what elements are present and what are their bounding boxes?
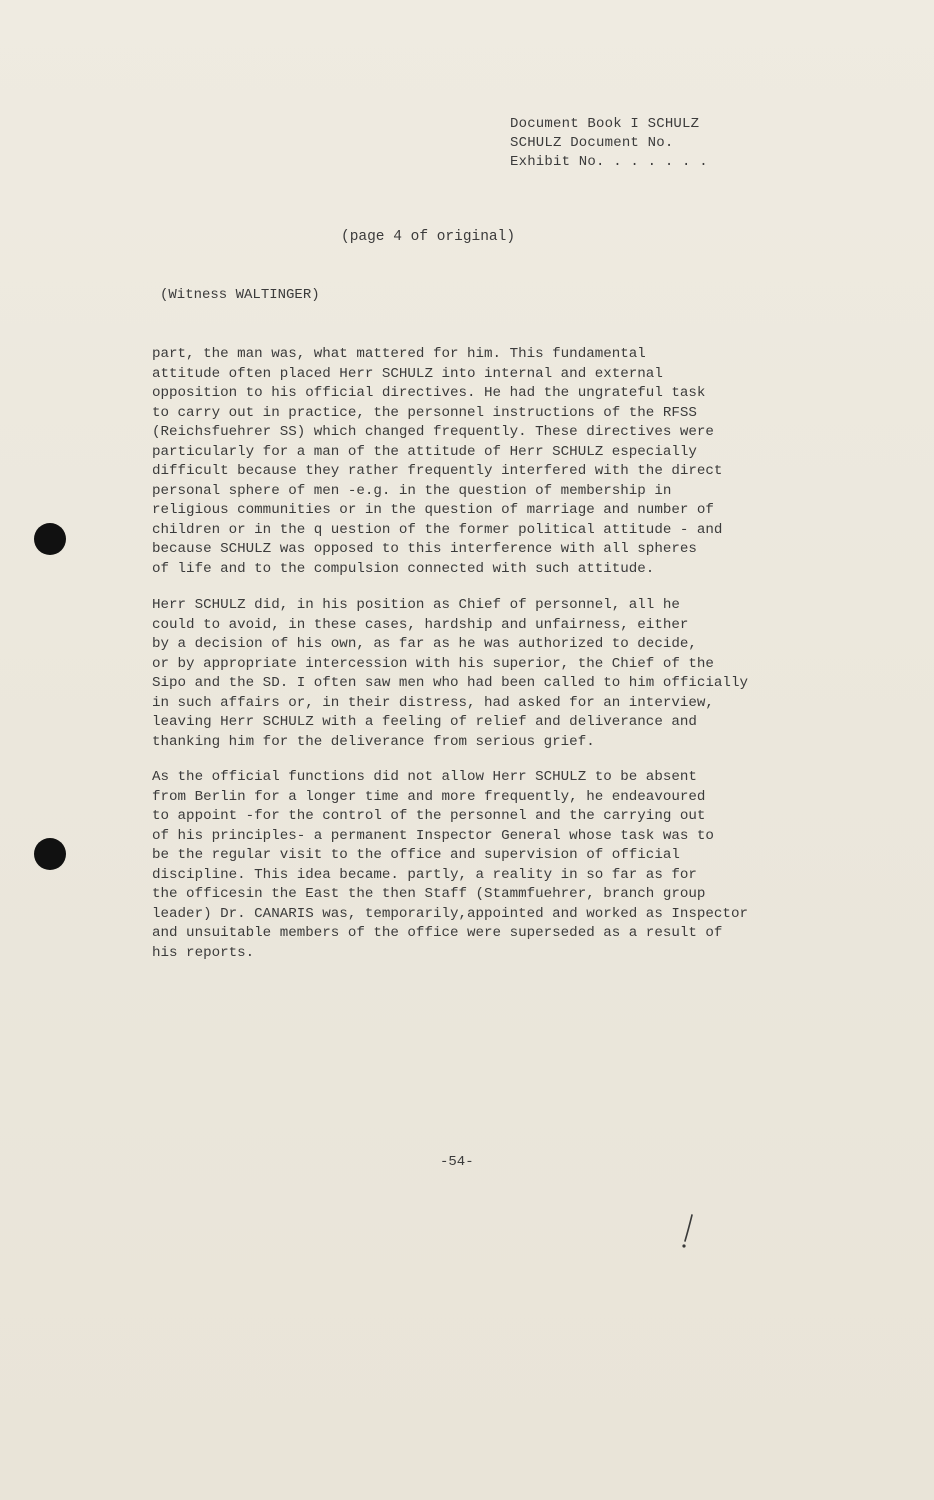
text-line: part, the man was, what mattered for him. This fundamental xyxy=(152,346,646,362)
header-document-book: Document Book I SCHULZ xyxy=(510,116,700,132)
text-line: As the official functions did not allow Herr SCHULZ to be absent xyxy=(152,769,697,785)
text-line: religious communities or in the question of marriage and number of xyxy=(152,502,714,518)
page-reference: (page 4 of original) xyxy=(341,229,516,245)
pencil-mark xyxy=(676,1213,696,1253)
text-line: of his principles- a permanent Inspector General whose task was to xyxy=(152,827,714,844)
text-line: from Berlin for a longer time and more frequently, he endeavoured xyxy=(152,788,706,805)
text-line: opposition to his official directives. He had the ungrateful task xyxy=(152,385,706,401)
punch-hole xyxy=(34,523,66,555)
text-line: Sipo and the SD. I often saw men who had been called to him officially xyxy=(152,675,748,691)
text-line: leaving Herr SCHULZ with a feeling of relief and deliverance and xyxy=(152,714,697,730)
text-line: attitude often placed Herr SCHULZ into internal and external xyxy=(152,365,663,382)
text-line: difficult because they rather frequently interfered with the direct xyxy=(152,463,723,479)
text-line: his reports. xyxy=(152,944,255,961)
text-line: (Reichsfuehrer SS) which changed frequently. These directives were xyxy=(152,424,714,440)
paragraph-1 xyxy=(152,345,852,579)
text-line: discipline. This idea became. partly, a reality in so far as for xyxy=(152,866,697,883)
text-line: in such affairs or, in their distress, had asked for an interview, xyxy=(152,694,714,711)
text-line: to carry out in practice, the personnel instructions of the RFSS xyxy=(152,404,697,421)
paragraph-2 xyxy=(152,596,852,752)
text-line: particularly for a man of the attitude of Herr SCHULZ especially xyxy=(152,443,697,460)
text-line: the officesin the East the then Staff (Stammfuehrer, branch group xyxy=(152,886,706,902)
text-line: or by appropriate intercession with his superior, the Chief of the xyxy=(152,655,714,672)
text-line: thanking him for the deliverance from serious grief. xyxy=(152,733,595,750)
paragraph-3 xyxy=(152,768,852,963)
text-line: children or in the q uestion of the former political attitude - and xyxy=(152,521,723,538)
text-line: to appoint -for the control of the personnel and the carrying out xyxy=(152,808,706,824)
text-line: be the regular visit to the office and supervision of official xyxy=(152,847,680,863)
text-line: Herr SCHULZ did, in his position as Chief of personnel, all he xyxy=(152,597,680,613)
header-document-number: SCHULZ Document No. xyxy=(510,135,674,151)
punch-hole xyxy=(34,838,66,870)
text-line: and unsuitable members of the office were superseded as a result of xyxy=(152,925,723,941)
document-header xyxy=(510,115,910,172)
witness-label: (Witness WALTINGER) xyxy=(160,287,320,303)
text-line: could to avoid, in these cases, hardship and unfairness, either xyxy=(152,616,689,633)
text-line: leader) Dr. CANARIS was, temporarily,appointed and worked as Inspector xyxy=(152,905,748,922)
text-line: by a decision of his own, as far as he was authorized to decide, xyxy=(152,636,697,652)
text-line: because SCHULZ was opposed to this interference with all spheres xyxy=(152,541,697,557)
text-line: personal sphere of men -e.g. in the question of membership in xyxy=(152,482,672,499)
header-exhibit-number: Exhibit No. . . . . . . xyxy=(510,154,708,170)
text-line: of life and to the compulsion connected with such attitude. xyxy=(152,560,655,577)
page-number: -54- xyxy=(440,1154,474,1170)
